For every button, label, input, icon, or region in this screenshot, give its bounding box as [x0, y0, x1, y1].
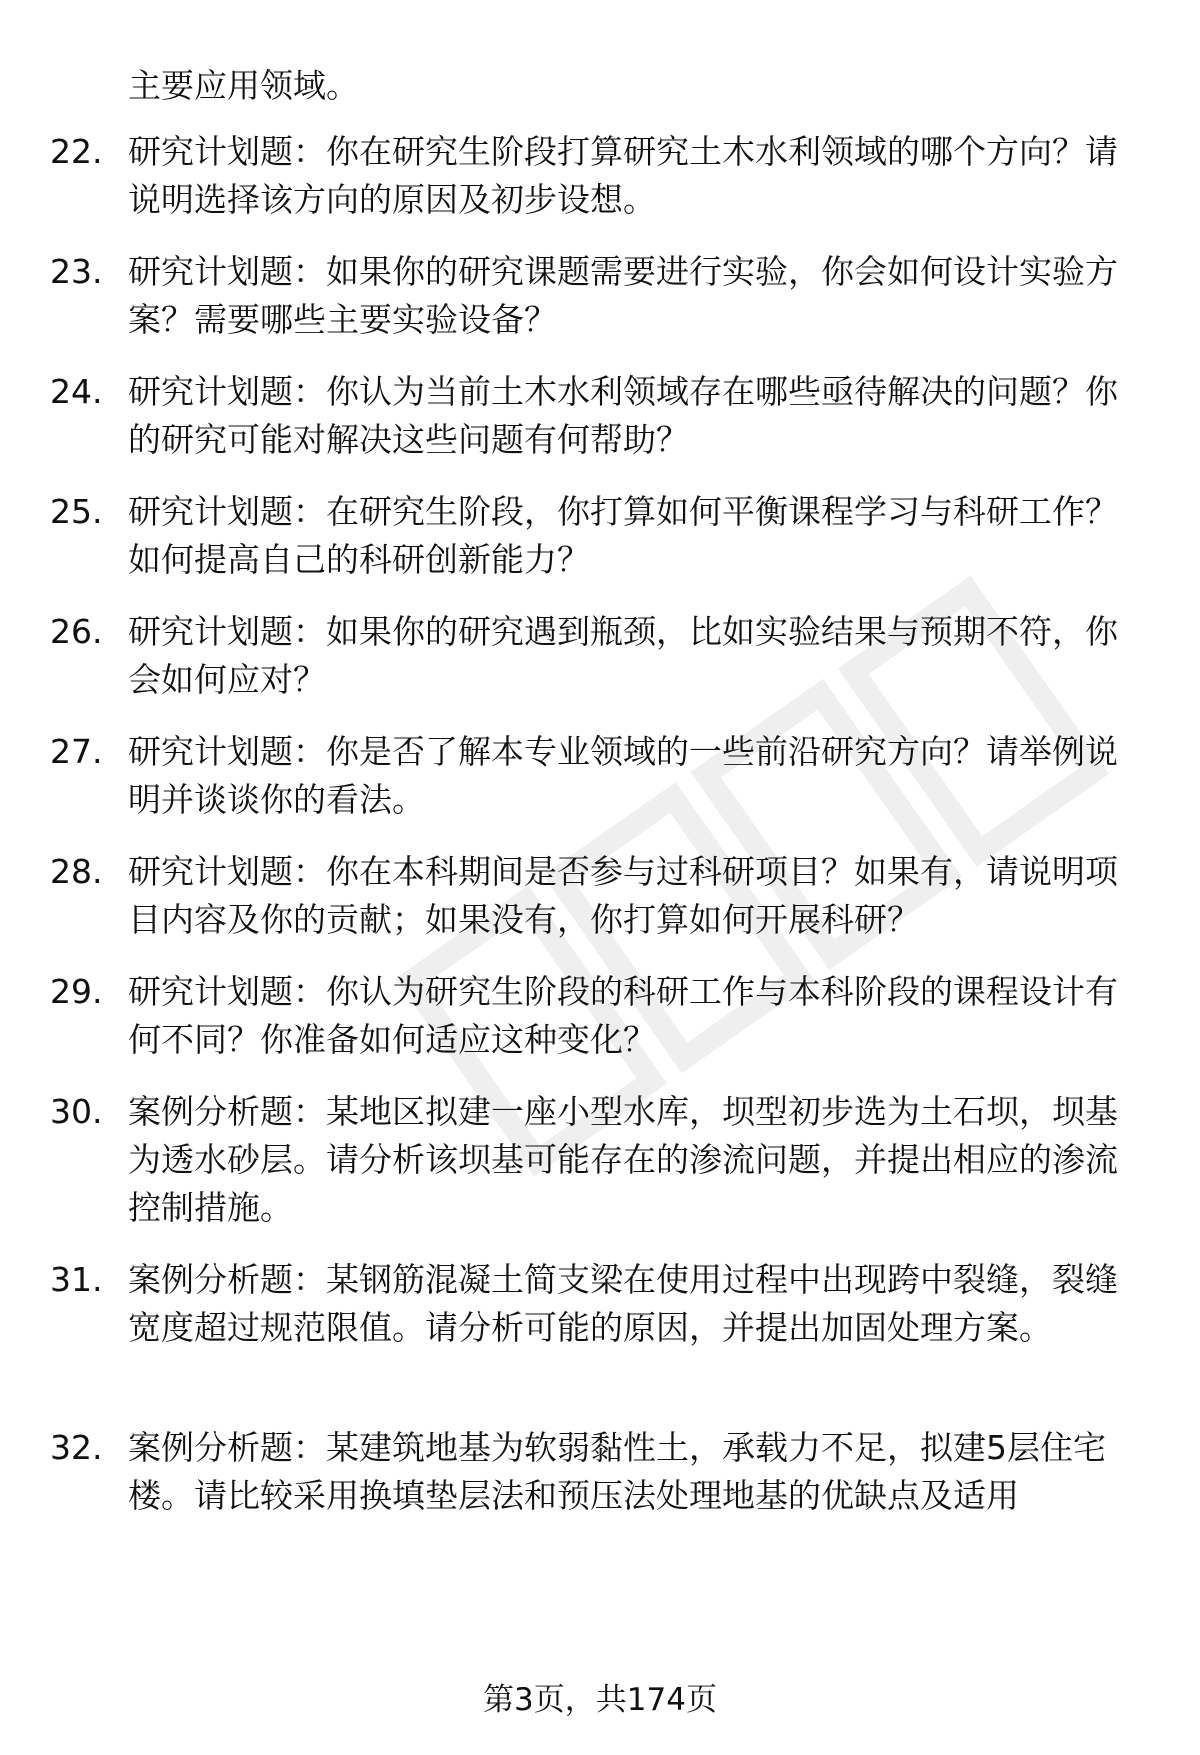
question-text: 研究计划题：你是否了解本专业领域的一些前沿研究方向？请举例说明并谈谈你的看法。 — [128, 732, 1118, 819]
question-item — [50, 848, 1150, 944]
page-footer: 第3页，共174页 — [483, 1682, 717, 1718]
question-item — [50, 608, 1150, 704]
question-text: 研究计划题：在研究生阶段，你打算如何平衡课程学习与科研工作？如何提高自己的科研创新能力？ — [128, 492, 1118, 579]
question-item — [50, 128, 1150, 224]
question-item — [50, 488, 1150, 584]
question-text: 案例分析题：某钢筋混凝土简支梁在使用过程中出现跨中裂缝，裂缝宽度超过规范限值。请分析可能的原因，并提出加固处理方案。 — [128, 1260, 1118, 1347]
question-item — [50, 368, 1150, 464]
question-number: 27. — [50, 732, 103, 771]
question-item — [50, 1424, 1150, 1520]
question-number: 23. — [50, 252, 103, 291]
question-text: 研究计划题：你认为研究生阶段的科研工作与本科阶段的课程设计有何不同？你准备如何适应这种变化？ — [128, 972, 1118, 1059]
question-text: 案例分析题：某建筑地基为软弱黏性土，承载力不足，拟建5层住宅楼。请比较采用换填垫层法和预压法处理地基的优缺点及适用 — [128, 1428, 1106, 1515]
question-text: 研究计划题：如果你的研究课题需要进行实验，你会如何设计实验方案？需要哪些主要实验设备？ — [128, 252, 1118, 339]
question-number: 30. — [50, 1092, 103, 1131]
question-number: 22. — [50, 132, 103, 171]
question-item — [50, 1256, 1150, 1352]
question-number: 28. — [50, 852, 103, 891]
question-number: 29. — [50, 972, 103, 1011]
question-text: 研究计划题：如果你的研究遇到瓶颈，比如实验结果与预期不符，你会如何应对？ — [128, 612, 1118, 699]
question-text: 研究计划题：你认为当前土木水利领域存在哪些亟待解决的问题？你的研究可能对解决这些问题有何帮助？ — [128, 372, 1118, 459]
question-text: 研究计划题：你在研究生阶段打算研究土木水利领域的哪个方向？请说明选择该方向的原因及初步设想。 — [128, 132, 1118, 219]
question-item — [50, 1088, 1150, 1232]
question-number: 31. — [50, 1260, 103, 1299]
question-item — [50, 728, 1150, 824]
question-number: 26. — [50, 612, 103, 651]
question-text: 案例分析题：某地区拟建一座小型水库，坝型初步选为土石坝，坝基为透水砂层。请分析该坝基可能存在的渗流问题，并提出相应的渗流控制措施。 — [128, 1092, 1118, 1227]
question-text: 研究计划题：你在本科期间是否参与过科研项目？如果有，请说明项目内容及你的贡献；如果没有，你打算如何开展科研？ — [128, 852, 1118, 939]
continuation-text: 主要应用领域。 — [128, 66, 359, 105]
question-number: 24. — [50, 372, 103, 411]
question-number: 25. — [50, 492, 103, 531]
question-item — [50, 248, 1150, 344]
question-item — [50, 968, 1150, 1064]
question-number: 32. — [50, 1428, 103, 1467]
